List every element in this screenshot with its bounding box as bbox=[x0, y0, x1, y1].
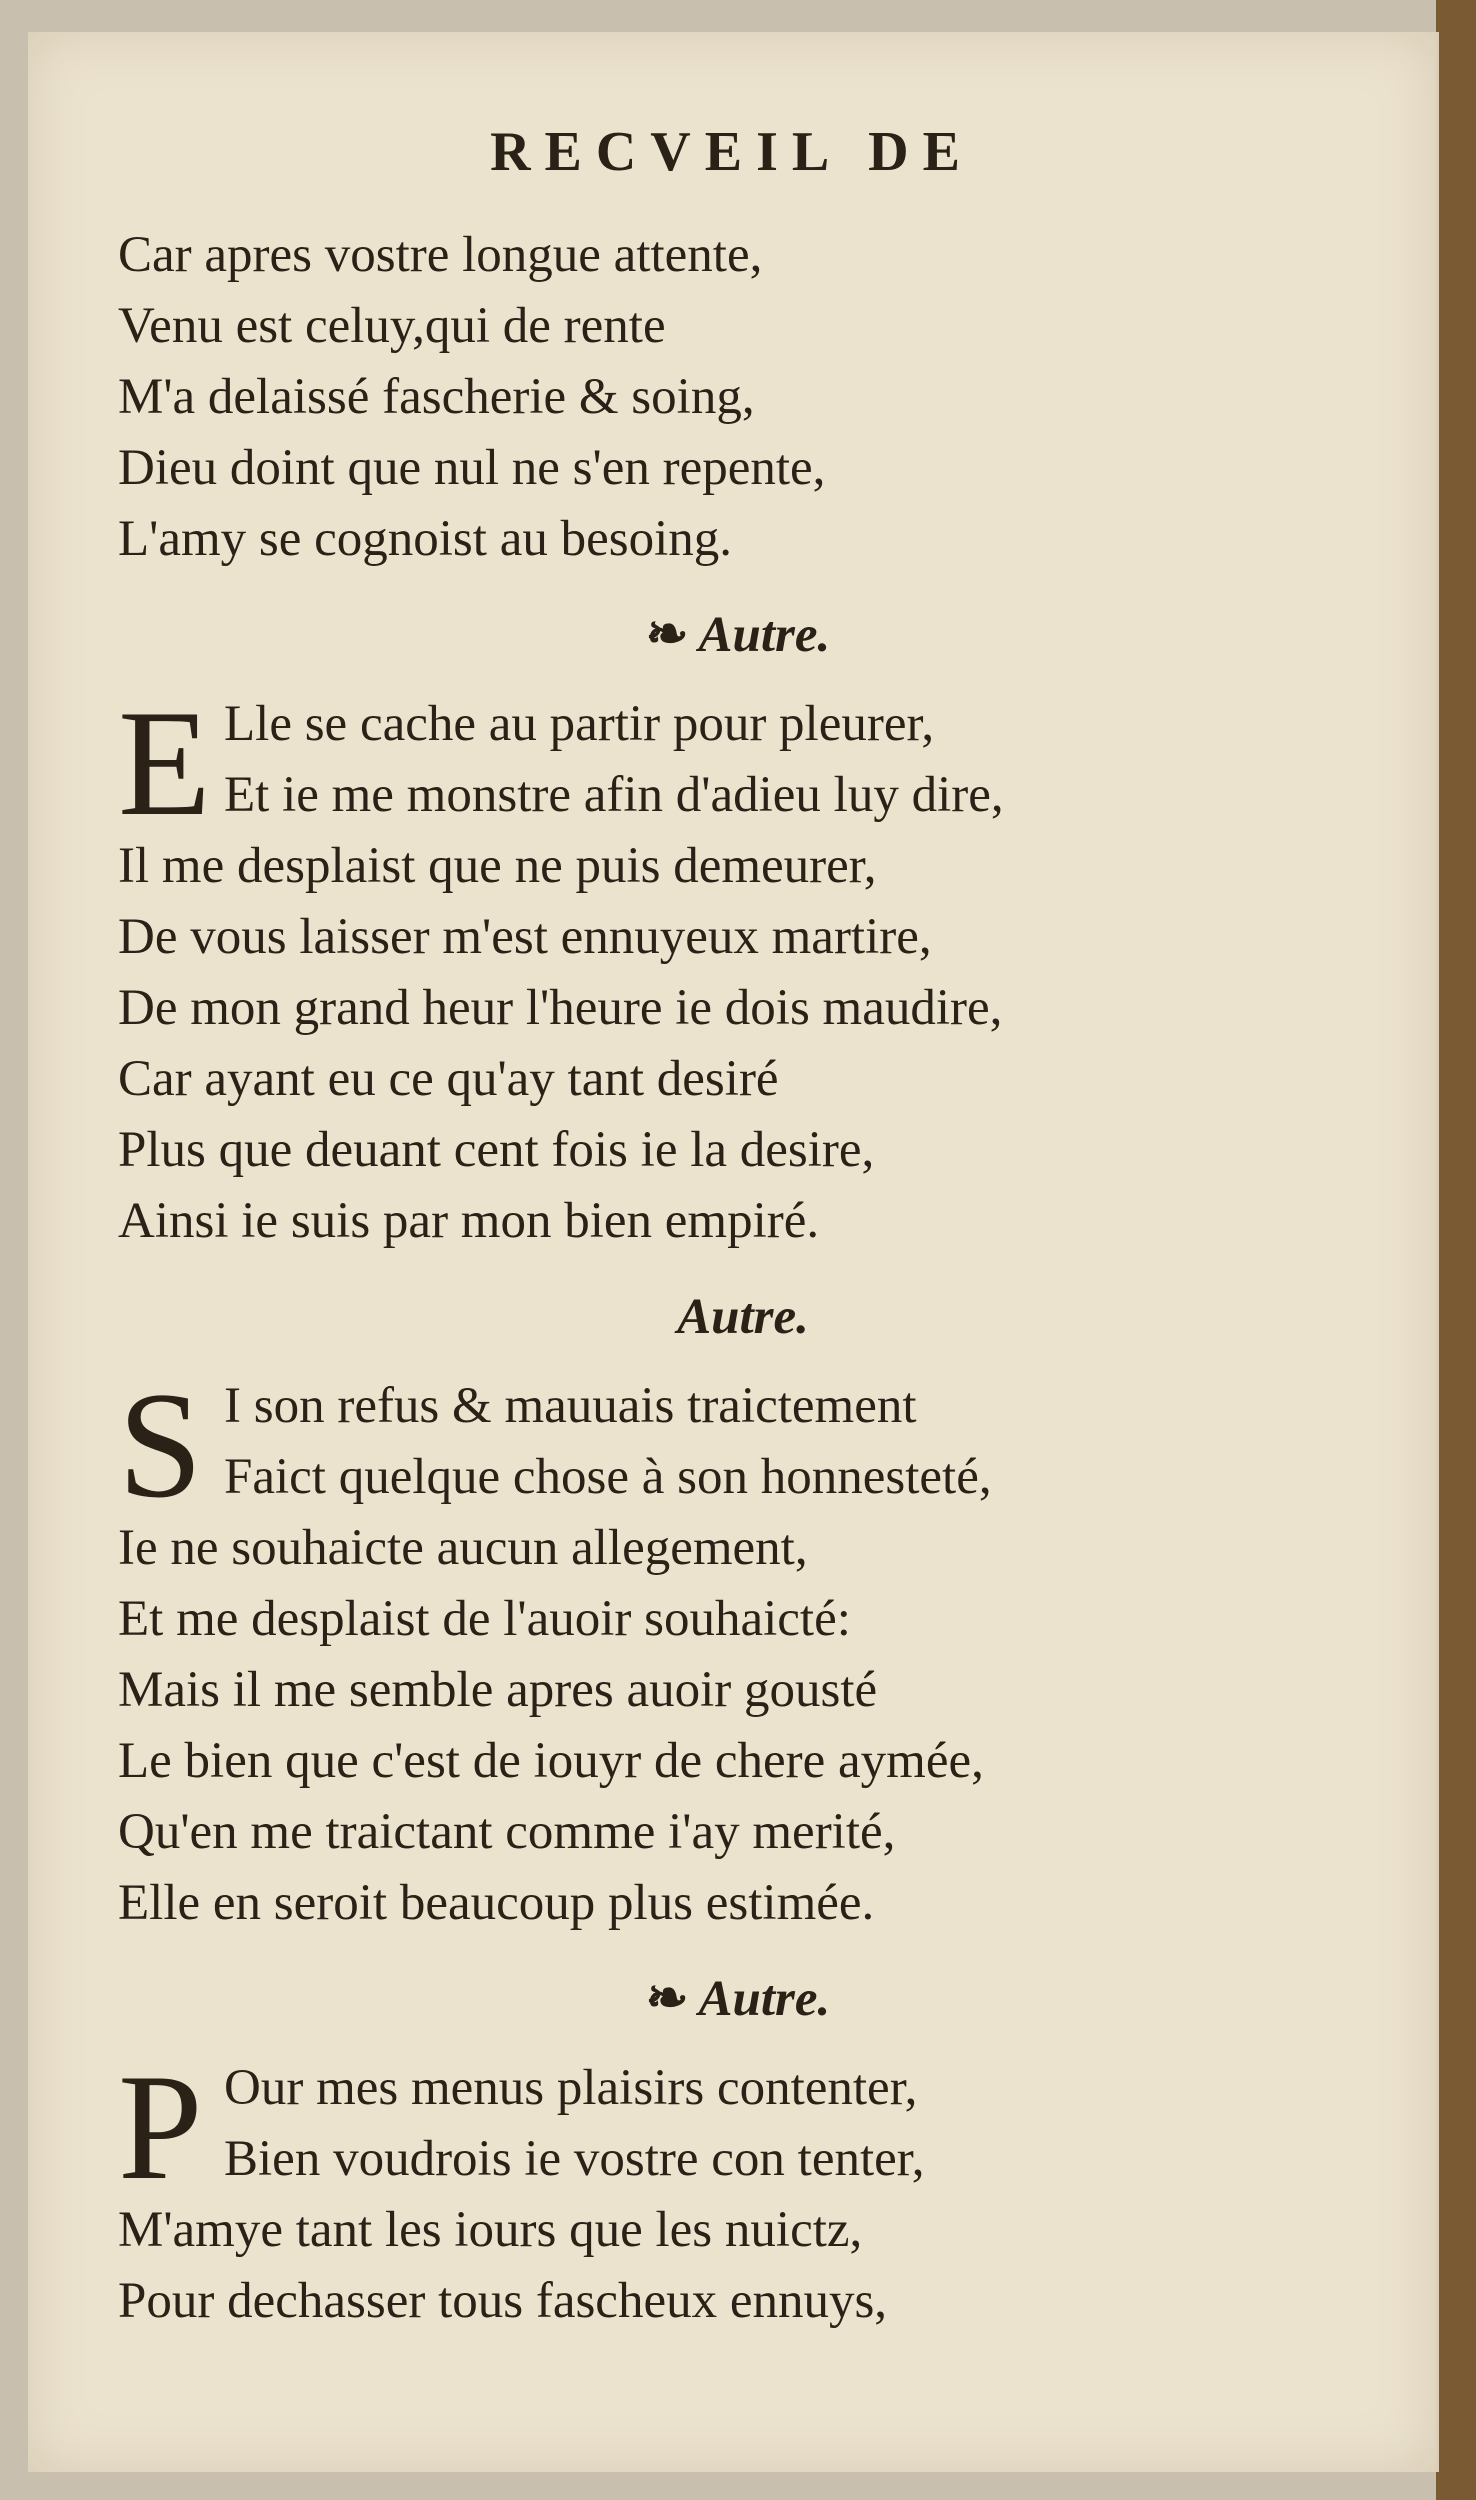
verse-line: Pour dechasser tous fascheux ennuys, bbox=[118, 2273, 888, 2329]
running-head: RECVEIL DE bbox=[490, 121, 974, 183]
verse-line: Ie ne souhaicte aucun allegement, bbox=[118, 1520, 808, 1576]
verse-line: Venu est celuy,qui de rente bbox=[118, 298, 666, 354]
poem-heading-text: Autre. bbox=[698, 607, 831, 663]
verse-line: Et me desplaist de l'auoir souhaicté: bbox=[118, 1591, 851, 1647]
verse-line: Car ayant eu ce qu'ay tant desiré bbox=[118, 1051, 779, 1107]
poem-stanza bbox=[118, 1361, 1358, 1939]
verse-line: Le bien que c'est de iouyr de chere aymée, bbox=[118, 1733, 984, 1789]
verse-line: Elle en seroit beaucoup plus estimée. bbox=[118, 1875, 875, 1931]
drop-cap: S bbox=[118, 1361, 203, 1529]
verse-line: Our mes menus plaisirs contenter, bbox=[224, 2060, 918, 2116]
verse-line: Et ie me monstre afin d'adieu luy dire, bbox=[224, 767, 1004, 823]
verse-line: Faict quelque chose à son honnesteté, bbox=[224, 1449, 992, 1505]
verse-line: Dieu doint que nul ne s'en repente, bbox=[118, 440, 826, 496]
poem-stanza bbox=[118, 679, 1358, 1257]
fleuron-icon: ❧ bbox=[645, 607, 689, 663]
verse-line: Car apres vostre longue attente, bbox=[118, 227, 763, 283]
verse-line: De mon grand heur l'heure ie dois maudire, bbox=[118, 980, 1003, 1036]
verse-line: L'amy se cognoist au besoing. bbox=[118, 511, 732, 567]
text-block bbox=[118, 220, 1358, 2355]
verse-line: Bien voudrois ie vostre con tenter, bbox=[224, 2131, 925, 2187]
poem-stanza bbox=[118, 2043, 1358, 2337]
verse-line: M'amye tant les iours que les nuictz, bbox=[118, 2202, 863, 2258]
poem-heading bbox=[118, 1275, 1358, 1359]
verse-line: I son refus & mauuais traictement bbox=[224, 1378, 917, 1434]
verse-line: Il me desplaist que ne puis demeurer, bbox=[118, 838, 877, 894]
verse-line: Lle se cache au partir pour pleurer, bbox=[224, 696, 935, 752]
intro-stanza bbox=[118, 220, 1358, 575]
drop-cap: P bbox=[118, 2043, 203, 2211]
poem-heading bbox=[118, 1957, 1358, 2041]
fleuron-icon: ❧ bbox=[645, 1971, 689, 2027]
verse-line: De vous laisser m'est ennuyeux martire, bbox=[118, 909, 932, 965]
drop-cap: E bbox=[118, 679, 211, 847]
verse-line: Ainsi ie suis par mon bien empiré. bbox=[118, 1193, 820, 1249]
verse-line: Qu'en me traictant comme i'ay merité, bbox=[118, 1804, 896, 1860]
verse-line: M'a delaissé fascherie & soing, bbox=[118, 369, 755, 425]
book-edge bbox=[1436, 0, 1476, 2500]
poem-heading-text: Autre. bbox=[677, 1289, 809, 1345]
poem-heading-text: Autre. bbox=[698, 1971, 831, 2027]
verse-line: Plus que deuant cent fois ie la desire, bbox=[118, 1122, 875, 1178]
verse-line: Mais il me semble apres auoir gousté bbox=[118, 1662, 878, 1718]
book-page bbox=[28, 32, 1439, 2472]
poem-heading bbox=[118, 593, 1358, 677]
